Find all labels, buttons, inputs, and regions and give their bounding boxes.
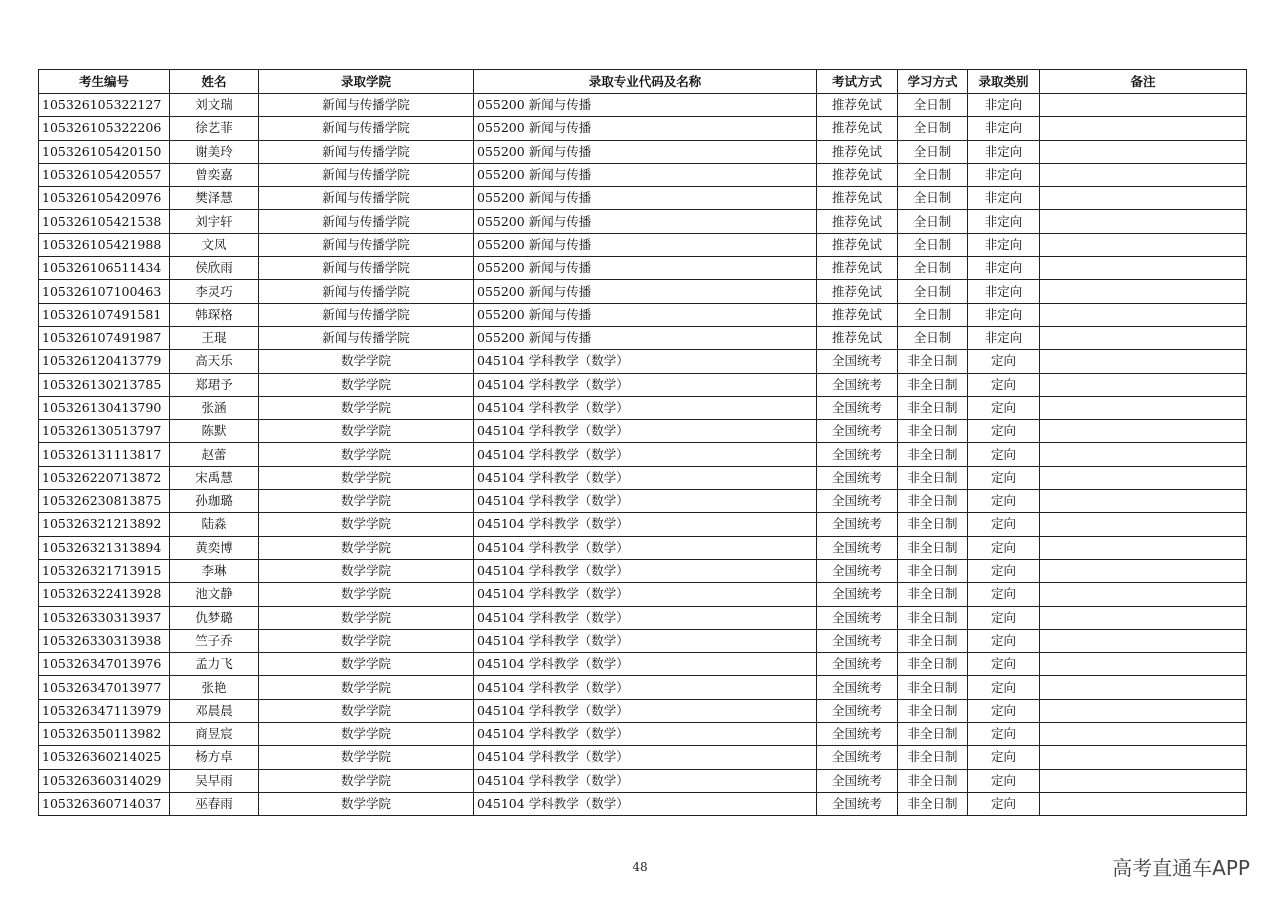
cell-remarks [1040, 606, 1247, 629]
cell-name: 陈默 [170, 420, 259, 443]
cell-admission-type: 定向 [968, 420, 1040, 443]
cell-candidate-id: 105326347113979 [39, 699, 170, 722]
cell-candidate-id: 105326330313937 [39, 606, 170, 629]
cell-name: 陆淼 [170, 513, 259, 536]
cell-admission-type: 定向 [968, 676, 1040, 699]
cell-admission-type: 非定向 [968, 94, 1040, 117]
cell-exam-type: 全国统考 [817, 629, 898, 652]
cell-major: 045104 学科教学（数学） [474, 723, 817, 746]
header-remarks: 备注 [1040, 70, 1247, 94]
cell-admission-type: 定向 [968, 583, 1040, 606]
cell-candidate-id: 105326321213892 [39, 513, 170, 536]
cell-major: 045104 学科教学（数学） [474, 653, 817, 676]
cell-major: 055200 新闻与传播 [474, 280, 817, 303]
cell-school: 新闻与传播学院 [259, 210, 474, 233]
cell-school: 数学学院 [259, 350, 474, 373]
cell-study-mode: 全日制 [898, 326, 968, 349]
cell-remarks [1040, 583, 1247, 606]
cell-school: 数学学院 [259, 490, 474, 513]
table-row [39, 536, 1247, 559]
cell-remarks [1040, 559, 1247, 582]
cell-study-mode: 非全日制 [898, 443, 968, 466]
cell-exam-type: 推荐免试 [817, 163, 898, 186]
cell-name: 孙珈璐 [170, 490, 259, 513]
cell-name: 刘文瑞 [170, 94, 259, 117]
cell-school: 数学学院 [259, 769, 474, 792]
cell-school: 数学学院 [259, 629, 474, 652]
cell-candidate-id: 105326321313894 [39, 536, 170, 559]
cell-school: 新闻与传播学院 [259, 303, 474, 326]
cell-school: 数学学院 [259, 723, 474, 746]
cell-admission-type: 定向 [968, 699, 1040, 722]
cell-school: 数学学院 [259, 373, 474, 396]
cell-name: 孟力飞 [170, 653, 259, 676]
cell-remarks [1040, 233, 1247, 256]
cell-candidate-id: 105326347013977 [39, 676, 170, 699]
cell-exam-type: 全国统考 [817, 420, 898, 443]
cell-candidate-id: 105326105420150 [39, 140, 170, 163]
admission-list [38, 69, 1246, 816]
cell-exam-type: 全国统考 [817, 583, 898, 606]
cell-remarks [1040, 746, 1247, 769]
cell-study-mode: 全日制 [898, 280, 968, 303]
cell-study-mode: 非全日制 [898, 373, 968, 396]
cell-major: 045104 学科教学（数学） [474, 792, 817, 815]
cell-candidate-id: 105326107100463 [39, 280, 170, 303]
cell-admission-type: 定向 [968, 466, 1040, 489]
table-row [39, 606, 1247, 629]
cell-exam-type: 推荐免试 [817, 117, 898, 140]
cell-exam-type: 推荐免试 [817, 210, 898, 233]
cell-remarks [1040, 373, 1247, 396]
cell-remarks [1040, 699, 1247, 722]
cell-admission-type: 定向 [968, 723, 1040, 746]
cell-name: 谢美玲 [170, 140, 259, 163]
cell-major: 055200 新闻与传播 [474, 210, 817, 233]
cell-major: 045104 学科教学（数学） [474, 629, 817, 652]
cell-study-mode: 非全日制 [898, 699, 968, 722]
cell-remarks [1040, 350, 1247, 373]
cell-remarks [1040, 443, 1247, 466]
cell-remarks [1040, 536, 1247, 559]
cell-name: 张艳 [170, 676, 259, 699]
cell-school: 新闻与传播学院 [259, 140, 474, 163]
cell-admission-type: 非定向 [968, 257, 1040, 280]
cell-candidate-id: 105326105420557 [39, 163, 170, 186]
cell-major: 045104 学科教学（数学） [474, 699, 817, 722]
cell-remarks [1040, 326, 1247, 349]
cell-exam-type: 推荐免试 [817, 94, 898, 117]
cell-candidate-id: 105326105420976 [39, 187, 170, 210]
cell-candidate-id: 105326106511434 [39, 257, 170, 280]
cell-major: 055200 新闻与传播 [474, 117, 817, 140]
cell-remarks [1040, 723, 1247, 746]
cell-admission-type: 定向 [968, 490, 1040, 513]
cell-major: 045104 学科教学（数学） [474, 583, 817, 606]
cell-admission-type: 非定向 [968, 280, 1040, 303]
cell-exam-type: 全国统考 [817, 536, 898, 559]
header-candidate-id: 考生编号 [39, 70, 170, 94]
cell-name: 邓晨晨 [170, 699, 259, 722]
cell-name: 黄奕博 [170, 536, 259, 559]
cell-admission-type: 定向 [968, 746, 1040, 769]
cell-remarks [1040, 94, 1247, 117]
cell-remarks [1040, 653, 1247, 676]
header-study-mode: 学习方式 [898, 70, 968, 94]
cell-study-mode: 全日制 [898, 210, 968, 233]
cell-candidate-id: 105326220713872 [39, 466, 170, 489]
cell-name: 张涵 [170, 396, 259, 419]
cell-remarks [1040, 396, 1247, 419]
cell-admission-type: 非定向 [968, 326, 1040, 349]
cell-exam-type: 全国统考 [817, 373, 898, 396]
cell-school: 数学学院 [259, 536, 474, 559]
cell-major: 045104 学科教学（数学） [474, 373, 817, 396]
table-row [39, 792, 1247, 815]
cell-name: 巫春雨 [170, 792, 259, 815]
cell-major: 045104 学科教学（数学） [474, 606, 817, 629]
cell-name: 李灵巧 [170, 280, 259, 303]
table-row [39, 350, 1247, 373]
table-row [39, 583, 1247, 606]
cell-study-mode: 非全日制 [898, 629, 968, 652]
cell-study-mode: 非全日制 [898, 723, 968, 746]
cell-study-mode: 全日制 [898, 140, 968, 163]
cell-remarks [1040, 140, 1247, 163]
cell-study-mode: 非全日制 [898, 396, 968, 419]
cell-study-mode: 非全日制 [898, 350, 968, 373]
cell-name: 郑珺予 [170, 373, 259, 396]
cell-candidate-id: 105326360714037 [39, 792, 170, 815]
cell-name: 文凤 [170, 233, 259, 256]
cell-exam-type: 推荐免试 [817, 140, 898, 163]
table-row [39, 629, 1247, 652]
cell-admission-type: 非定向 [968, 303, 1040, 326]
cell-remarks [1040, 280, 1247, 303]
cell-school: 新闻与传播学院 [259, 187, 474, 210]
cell-major: 045104 学科教学（数学） [474, 536, 817, 559]
cell-name: 王琨 [170, 326, 259, 349]
table-row [39, 443, 1247, 466]
table-row [39, 280, 1247, 303]
cell-name: 高天乐 [170, 350, 259, 373]
cell-exam-type: 全国统考 [817, 653, 898, 676]
cell-major: 045104 学科教学（数学） [474, 420, 817, 443]
cell-major: 055200 新闻与传播 [474, 94, 817, 117]
cell-exam-type: 全国统考 [817, 606, 898, 629]
cell-school: 数学学院 [259, 653, 474, 676]
watermark-text: 高考直通车APP [1112, 856, 1250, 880]
table-row [39, 117, 1247, 140]
cell-major: 055200 新闻与传播 [474, 233, 817, 256]
cell-exam-type: 推荐免试 [817, 280, 898, 303]
cell-exam-type: 推荐免试 [817, 233, 898, 256]
cell-exam-type: 全国统考 [817, 792, 898, 815]
cell-study-mode: 非全日制 [898, 746, 968, 769]
cell-candidate-id: 105326105421988 [39, 233, 170, 256]
admission-table [38, 69, 1247, 816]
cell-major: 045104 学科教学（数学） [474, 513, 817, 536]
table-row [39, 559, 1247, 582]
cell-school: 数学学院 [259, 699, 474, 722]
cell-candidate-id: 105326347013976 [39, 653, 170, 676]
cell-remarks [1040, 163, 1247, 186]
cell-school: 数学学院 [259, 792, 474, 815]
cell-admission-type: 非定向 [968, 140, 1040, 163]
cell-major: 055200 新闻与传播 [474, 140, 817, 163]
cell-admission-type: 定向 [968, 513, 1040, 536]
table-row [39, 769, 1247, 792]
table-row [39, 233, 1247, 256]
table-row [39, 699, 1247, 722]
header-school: 录取学院 [259, 70, 474, 94]
cell-major: 045104 学科教学（数学） [474, 466, 817, 489]
cell-candidate-id: 105326120413779 [39, 350, 170, 373]
cell-remarks [1040, 420, 1247, 443]
cell-exam-type: 全国统考 [817, 350, 898, 373]
table-header-row [39, 70, 1247, 94]
cell-study-mode: 全日制 [898, 257, 968, 280]
cell-school: 新闻与传播学院 [259, 257, 474, 280]
cell-name: 李琳 [170, 559, 259, 582]
cell-admission-type: 定向 [968, 653, 1040, 676]
cell-admission-type: 定向 [968, 373, 1040, 396]
cell-exam-type: 全国统考 [817, 443, 898, 466]
cell-candidate-id: 105326230813875 [39, 490, 170, 513]
cell-school: 数学学院 [259, 443, 474, 466]
cell-major: 045104 学科教学（数学） [474, 350, 817, 373]
cell-candidate-id: 105326350113982 [39, 723, 170, 746]
cell-name: 商昱宸 [170, 723, 259, 746]
cell-school: 数学学院 [259, 559, 474, 582]
cell-admission-type: 定向 [968, 606, 1040, 629]
cell-major: 045104 学科教学（数学） [474, 769, 817, 792]
cell-study-mode: 非全日制 [898, 536, 968, 559]
cell-candidate-id: 105326130513797 [39, 420, 170, 443]
cell-exam-type: 推荐免试 [817, 326, 898, 349]
cell-study-mode: 非全日制 [898, 420, 968, 443]
cell-remarks [1040, 303, 1247, 326]
cell-study-mode: 非全日制 [898, 490, 968, 513]
cell-remarks [1040, 769, 1247, 792]
cell-study-mode: 非全日制 [898, 792, 968, 815]
cell-admission-type: 非定向 [968, 210, 1040, 233]
table-row [39, 466, 1247, 489]
header-major: 录取专业代码及名称 [474, 70, 817, 94]
cell-candidate-id: 105326321713915 [39, 559, 170, 582]
cell-admission-type: 非定向 [968, 187, 1040, 210]
cell-school: 数学学院 [259, 583, 474, 606]
cell-remarks [1040, 676, 1247, 699]
cell-name: 杨方卓 [170, 746, 259, 769]
cell-school: 数学学院 [259, 420, 474, 443]
cell-admission-type: 定向 [968, 536, 1040, 559]
cell-school: 数学学院 [259, 676, 474, 699]
cell-name: 仇梦璐 [170, 606, 259, 629]
cell-school: 数学学院 [259, 466, 474, 489]
header-name: 姓名 [170, 70, 259, 94]
cell-exam-type: 全国统考 [817, 676, 898, 699]
cell-candidate-id: 105326105322127 [39, 94, 170, 117]
cell-exam-type: 全国统考 [817, 746, 898, 769]
cell-name: 曾奕嘉 [170, 163, 259, 186]
cell-admission-type: 定向 [968, 443, 1040, 466]
table-row [39, 373, 1247, 396]
cell-school: 新闻与传播学院 [259, 163, 474, 186]
cell-exam-type: 全国统考 [817, 699, 898, 722]
cell-major: 045104 学科教学（数学） [474, 746, 817, 769]
table-row [39, 513, 1247, 536]
cell-study-mode: 全日制 [898, 94, 968, 117]
cell-study-mode: 非全日制 [898, 559, 968, 582]
cell-school: 数学学院 [259, 606, 474, 629]
cell-remarks [1040, 513, 1247, 536]
cell-study-mode: 全日制 [898, 117, 968, 140]
cell-admission-type: 定向 [968, 350, 1040, 373]
table-row [39, 210, 1247, 233]
table-row [39, 140, 1247, 163]
cell-admission-type: 非定向 [968, 163, 1040, 186]
cell-school: 数学学院 [259, 396, 474, 419]
cell-exam-type: 全国统考 [817, 466, 898, 489]
cell-school: 新闻与传播学院 [259, 233, 474, 256]
table-row [39, 653, 1247, 676]
header-admission-type: 录取类别 [968, 70, 1040, 94]
table-row [39, 396, 1247, 419]
cell-school: 新闻与传播学院 [259, 280, 474, 303]
cell-study-mode: 非全日制 [898, 769, 968, 792]
cell-candidate-id: 105326130413790 [39, 396, 170, 419]
cell-remarks [1040, 187, 1247, 210]
cell-study-mode: 非全日制 [898, 466, 968, 489]
cell-major: 055200 新闻与传播 [474, 257, 817, 280]
cell-study-mode: 全日制 [898, 303, 968, 326]
header-exam-type: 考试方式 [817, 70, 898, 94]
cell-admission-type: 定向 [968, 769, 1040, 792]
cell-name: 池文静 [170, 583, 259, 606]
cell-remarks [1040, 490, 1247, 513]
table-row [39, 163, 1247, 186]
cell-exam-type: 推荐免试 [817, 187, 898, 210]
cell-name: 赵蕾 [170, 443, 259, 466]
cell-major: 055200 新闻与传播 [474, 303, 817, 326]
cell-remarks [1040, 210, 1247, 233]
cell-admission-type: 定向 [968, 629, 1040, 652]
cell-name: 徐艺菲 [170, 117, 259, 140]
cell-name: 宋禹慧 [170, 466, 259, 489]
cell-exam-type: 推荐免试 [817, 303, 898, 326]
table-row [39, 676, 1247, 699]
cell-candidate-id: 105326360314029 [39, 769, 170, 792]
cell-major: 055200 新闻与传播 [474, 187, 817, 210]
cell-study-mode: 非全日制 [898, 583, 968, 606]
cell-study-mode: 非全日制 [898, 513, 968, 536]
cell-candidate-id: 105326107491581 [39, 303, 170, 326]
cell-name: 吴早雨 [170, 769, 259, 792]
cell-candidate-id: 105326105322206 [39, 117, 170, 140]
page-number: 48 [632, 860, 648, 874]
cell-major: 055200 新闻与传播 [474, 163, 817, 186]
cell-candidate-id: 105326130213785 [39, 373, 170, 396]
cell-remarks [1040, 792, 1247, 815]
cell-study-mode: 全日制 [898, 187, 968, 210]
cell-major: 045104 学科教学（数学） [474, 396, 817, 419]
cell-major: 045104 学科教学（数学） [474, 490, 817, 513]
cell-name: 刘宇轩 [170, 210, 259, 233]
cell-name: 竺子乔 [170, 629, 259, 652]
cell-admission-type: 非定向 [968, 117, 1040, 140]
cell-name: 樊泽慧 [170, 187, 259, 210]
cell-exam-type: 全国统考 [817, 513, 898, 536]
cell-name: 侯欣雨 [170, 257, 259, 280]
cell-exam-type: 推荐免试 [817, 257, 898, 280]
cell-admission-type: 定向 [968, 792, 1040, 815]
cell-major: 045104 学科教学（数学） [474, 676, 817, 699]
cell-study-mode: 非全日制 [898, 606, 968, 629]
cell-candidate-id: 105326322413928 [39, 583, 170, 606]
cell-school: 新闻与传播学院 [259, 117, 474, 140]
cell-remarks [1040, 117, 1247, 140]
cell-exam-type: 全国统考 [817, 559, 898, 582]
cell-remarks [1040, 466, 1247, 489]
cell-school: 新闻与传播学院 [259, 326, 474, 349]
cell-school: 数学学院 [259, 513, 474, 536]
cell-candidate-id: 105326360214025 [39, 746, 170, 769]
cell-candidate-id: 105326131113817 [39, 443, 170, 466]
table-row [39, 94, 1247, 117]
cell-school: 数学学院 [259, 746, 474, 769]
cell-study-mode: 全日制 [898, 233, 968, 256]
cell-study-mode: 全日制 [898, 163, 968, 186]
cell-admission-type: 定向 [968, 559, 1040, 582]
table-row [39, 257, 1247, 280]
cell-major: 055200 新闻与传播 [474, 326, 817, 349]
cell-remarks [1040, 257, 1247, 280]
cell-major: 045104 学科教学（数学） [474, 443, 817, 466]
cell-candidate-id: 105326105421538 [39, 210, 170, 233]
cell-exam-type: 全国统考 [817, 723, 898, 746]
cell-study-mode: 非全日制 [898, 676, 968, 699]
cell-exam-type: 全国统考 [817, 490, 898, 513]
cell-exam-type: 全国统考 [817, 396, 898, 419]
cell-exam-type: 全国统考 [817, 769, 898, 792]
cell-admission-type: 非定向 [968, 233, 1040, 256]
table-row [39, 420, 1247, 443]
table-row [39, 326, 1247, 349]
cell-candidate-id: 105326107491987 [39, 326, 170, 349]
cell-study-mode: 非全日制 [898, 653, 968, 676]
cell-name: 韩琛格 [170, 303, 259, 326]
cell-admission-type: 定向 [968, 396, 1040, 419]
cell-school: 新闻与传播学院 [259, 94, 474, 117]
table-row [39, 303, 1247, 326]
cell-major: 045104 学科教学（数学） [474, 559, 817, 582]
table-row [39, 490, 1247, 513]
table-row [39, 723, 1247, 746]
table-row [39, 746, 1247, 769]
cell-candidate-id: 105326330313938 [39, 629, 170, 652]
table-row [39, 187, 1247, 210]
cell-remarks [1040, 629, 1247, 652]
